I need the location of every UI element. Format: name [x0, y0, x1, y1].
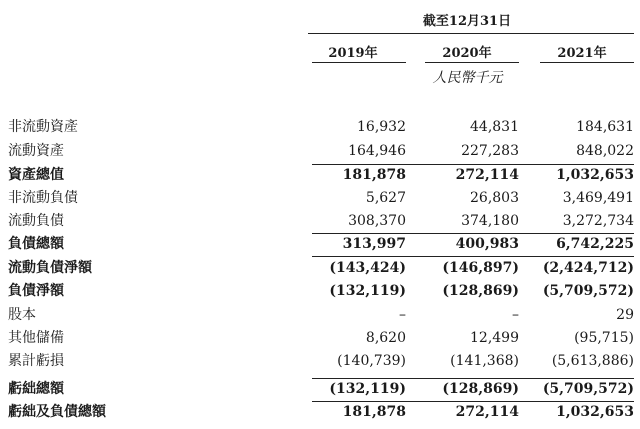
row-value-2019: (132,119): [329, 381, 406, 397]
row-value-2019: (132,119): [329, 283, 406, 299]
row-value-2020: –: [512, 307, 519, 323]
year-header-2020: 2020年: [442, 46, 492, 61]
row-value-2021: 848,022: [576, 143, 634, 159]
row-label: 股本: [8, 307, 36, 323]
table-row: [0, 164, 640, 187]
row-value-2019: 164,946: [348, 143, 406, 159]
table-row: [0, 350, 640, 373]
row-value-2019: (140,739): [337, 353, 406, 369]
table-row: [0, 304, 640, 327]
row-value-2020: 26,803: [470, 190, 519, 206]
unit-label: 人民幣千元: [432, 70, 503, 86]
period-rule: [308, 33, 634, 34]
row-value-2020: 227,283: [461, 143, 519, 159]
row-value-2020: 374,180: [461, 213, 519, 229]
rule-above-total-liabilities: [312, 233, 634, 234]
row-value-2021: 3,272,734: [562, 213, 634, 229]
year-rule-2019: [312, 62, 406, 63]
row-value-2019: 16,932: [357, 119, 406, 135]
table-row: [0, 378, 640, 401]
row-value-2019: 8,620: [365, 330, 406, 346]
row-value-2021: (5,613,886): [551, 353, 634, 369]
row-value-2020: 400,983: [455, 236, 519, 252]
row-value-2021: (95,715): [574, 330, 634, 346]
table-row: [0, 280, 640, 303]
row-label: 資產總值: [8, 167, 64, 183]
row-value-2019: (143,424): [329, 260, 406, 276]
row-label: 其他儲備: [8, 330, 64, 346]
year-header-2021: 2021年: [557, 46, 607, 61]
rule-below-total-deficit: [312, 401, 634, 402]
row-value-2021: (5,709,572): [542, 381, 634, 397]
row-value-2021: (5,709,572): [542, 283, 634, 299]
row-label: 負債總額: [8, 236, 64, 252]
table-row: [0, 327, 640, 350]
row-value-2021: (2,424,712): [542, 260, 634, 276]
row-label: 非流動負債: [8, 190, 78, 206]
period-header: 截至12月31日: [422, 14, 512, 29]
row-value-2021: 184,631: [576, 119, 634, 135]
rule-above-total-assets: [312, 164, 634, 165]
row-value-2019: –: [399, 307, 406, 323]
rule-above-total-deficit: [312, 378, 634, 379]
year-rule-2021: [540, 62, 634, 63]
row-value-2020: 44,831: [470, 119, 519, 135]
year-header-2019: 2019年: [328, 46, 378, 61]
row-value-2021: 29: [616, 307, 634, 323]
row-value-2020: (146,897): [442, 260, 519, 276]
table-row: [0, 257, 640, 280]
row-value-2019: 181,878: [342, 404, 406, 420]
row-label: 虧絀及負債總額: [8, 404, 106, 420]
year-rule-2020: [425, 62, 519, 63]
row-value-2020: (128,869): [442, 381, 519, 397]
table-row: [0, 116, 640, 139]
row-value-2021: 1,032,653: [556, 404, 634, 420]
row-label: 流動資產: [8, 143, 64, 159]
table-row: [0, 210, 640, 233]
row-value-2020: 272,114: [455, 404, 519, 420]
row-value-2019: 5,627: [365, 190, 406, 206]
row-label: 流動負債: [8, 213, 64, 229]
row-value-2021: 6,742,225: [556, 236, 634, 252]
row-value-2019: 308,370: [348, 213, 406, 229]
row-value-2020: 272,114: [455, 167, 519, 183]
table-row: [0, 187, 640, 210]
table-row: [0, 140, 640, 163]
row-label: 負債淨額: [8, 283, 64, 299]
table-row: [0, 233, 640, 256]
row-value-2020: (141,368): [450, 353, 519, 369]
row-value-2019: 181,878: [342, 167, 406, 183]
row-label: 虧絀總額: [8, 381, 64, 397]
rule-below-total-liabilities: [312, 256, 634, 257]
row-value-2019: 313,997: [342, 236, 406, 252]
row-label: 流動負債淨額: [8, 260, 92, 276]
row-value-2020: 12,499: [470, 330, 519, 346]
row-value-2021: 3,469,491: [562, 190, 634, 206]
row-label: 非流動資產: [8, 119, 78, 135]
row-value-2020: (128,869): [442, 283, 519, 299]
row-value-2021: 1,032,653: [556, 167, 634, 183]
row-label: 累計虧損: [8, 353, 64, 369]
table-row: [0, 401, 640, 424]
